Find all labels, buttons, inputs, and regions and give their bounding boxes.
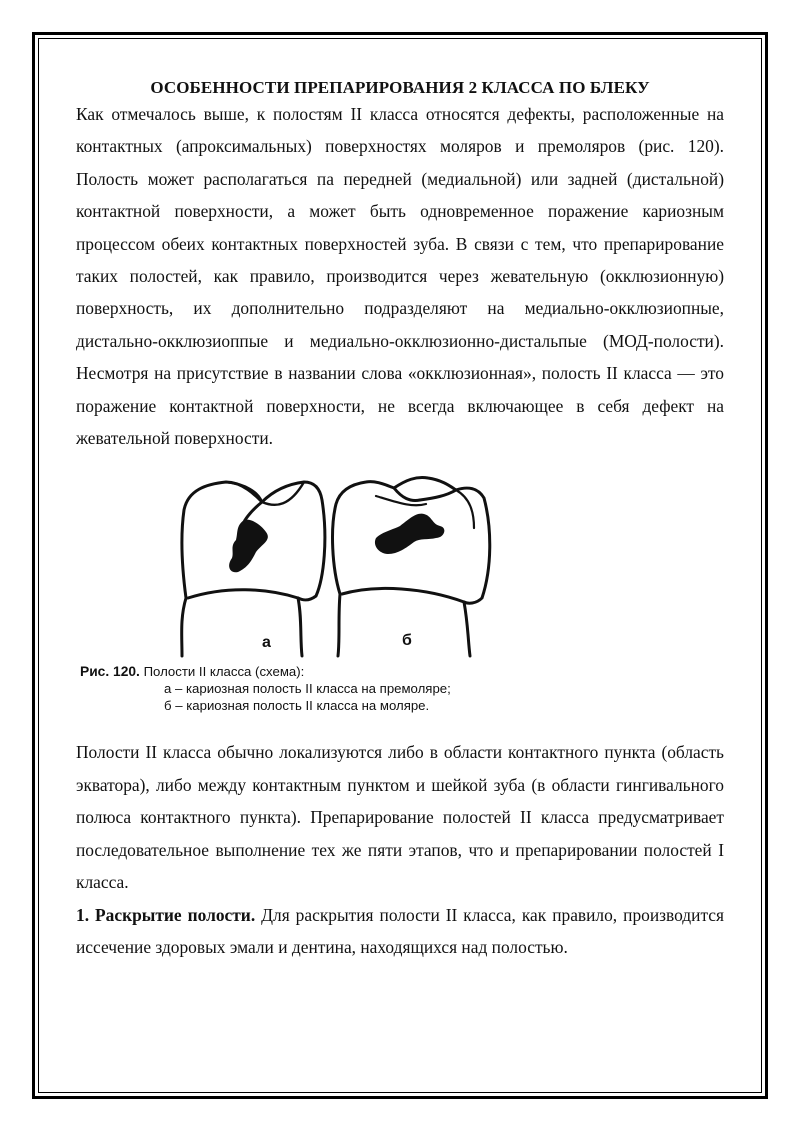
figure-caption — [80, 663, 451, 714]
figure-label-a: а — [262, 634, 271, 652]
caption-number: Рис. 120. — [80, 664, 140, 680]
paragraph-intro: Как отмечалось выше, к полостям II класса относятся дефекты, расположенные на контактных (апроксимальных) поверхностях моляров и премоляров (рис. 120). Полость может располагаться па передней (медиальной) или задней (дистальной) контактной поверхности, а может быть одновременное поражение кариозным процессом обеих контактных поверхностей зуба. В связи с тем, что препарирование таких полостей, как правило, производится через жевательную (окклюзионную) поверхность, их дополнительно подразделяют на медиально-окклюзиопные, дистально-окклюзиоппые и медиально-окклюзионно-дистальпые (МОД-полости). Несмотря на присутствие в названии слова «окклюзионная», полость II класса — это поражение контактной поверхности, не всегда включающее в себя дефект на жевательной поверхности. — [76, 104, 724, 449]
document-content — [76, 70, 724, 963]
caption-line-b: б – кариозная полость II класса на моляре. — [164, 698, 430, 714]
step-1-heading: 1. Раскрытие полости. — [76, 904, 256, 925]
page-title: ОСОБЕННОСТИ ПРЕПАРИРОВАНИЯ 2 КЛАССА ПО БЛЕКУ — [150, 78, 650, 97]
step-1-text: Для раскрытия полости II класса, как правило, производится иссечение здоровых эмали и дентина, находящихся над полостью. — [76, 904, 724, 957]
teeth-illustration — [76, 468, 724, 668]
caption-line-a: а – кариозная полость II класса на премоляре; — [164, 681, 451, 697]
caption-title: Полости II класса (схема): — [143, 664, 305, 680]
figure-label-b: б — [402, 632, 412, 650]
premolar-cavity — [229, 520, 268, 573]
paragraph-localization: Полости II класса обычно локализуются либо в области контактного пункта (область экватора), либо между контактным пунктом и шейкой зуба (в области гингивального полюса контактного пункта). Препарирование полостей II класса предусматривает последовательное выполнение тех же пяти этапов, что и препарировании полостей I класса. — [76, 742, 724, 893]
figure-120 — [76, 468, 724, 736]
molar-drawing — [333, 478, 490, 657]
paragraph-step-1 — [76, 899, 724, 964]
molar-cavity — [375, 514, 444, 554]
premolar-drawing — [182, 482, 325, 656]
